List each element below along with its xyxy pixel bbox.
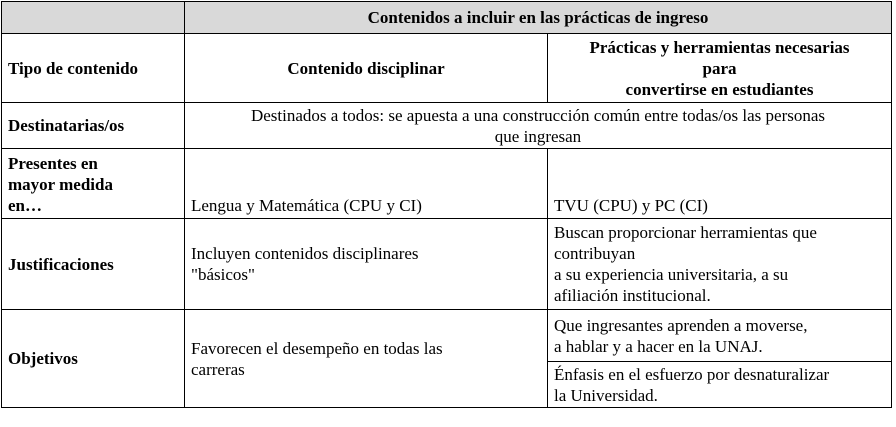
objetivos-practicas-a-line-1: Que ingresantes aprenden a moverse, [554,315,808,335]
label-presentes-line-1: Presentes en [8,154,98,173]
title-corner-cell [2,2,185,34]
header-practicas-line-1: Prácticas y herramientas necesarias [589,37,850,57]
justificaciones-practicas-line-4: afiliación institucional. [554,286,711,305]
header-tipo-text: Tipo de contenido [8,58,139,78]
presentes-practicas-text: TVU (CPU) y PC (CI) [554,196,708,215]
objetivos-disciplinar-line-1: Favorecen el desempeño en todas las [191,338,443,358]
row-objetivos-a [2,310,892,362]
objetivos-practicas-b-line-2: la Universidad. [554,385,658,405]
label-objetivos [2,310,185,408]
row-justificaciones [2,219,892,310]
destinatarios-line-1: Destinados a todos: se apuesta a una construcción común entre todas/os las personas [250,105,826,125]
objetivos-practicas-a-line-2: a hablar y a hacer en la UNAJ. [554,336,763,356]
cell-justificaciones-disciplinar [185,219,548,310]
cell-objetivos-practicas-b [548,362,892,408]
table-title [185,2,892,34]
label-justificaciones-text: Justificaciones [8,254,114,274]
justificaciones-practicas-line-1: Buscan proporcionar herramientas que [554,223,817,242]
label-presentes-line-2: mayor medida [8,175,113,194]
label-objetivos-text: Objetivos [8,349,78,368]
header-tipo [2,34,185,103]
cell-objetivos-disciplinar [185,310,548,408]
presentes-disciplinar-text: Lengua y Matemática (CPU y CI) [191,196,422,215]
cell-presentes-practicas [548,149,892,219]
header-practicas-line-3: convertirse en estudiantes [625,79,814,99]
header-disciplinar [185,34,548,103]
label-presentes [2,149,185,219]
header-practicas-line-2: para [702,58,737,78]
justificaciones-disciplinar-line-1: Incluyen contenidos disciplinares [191,244,419,263]
header-disciplinar-text: Contenido disciplinar [287,58,445,78]
cell-destinatarios [185,103,892,149]
label-presentes-line-3: en… [8,196,42,215]
contents-table [1,1,892,408]
objetivos-practicas-b-line-1: Énfasis en el esfuerzo por desnaturalizar [554,364,830,384]
justificaciones-disciplinar-line-2: "básicos" [191,265,255,284]
header-practicas [548,34,892,103]
label-destinatarios-text: Destinatarias/os [8,116,125,135]
label-destinatarios [2,103,185,149]
row-destinatarios [2,103,892,149]
justificaciones-practicas-line-2: contribuyan [554,244,636,263]
cell-objetivos-practicas-a [548,310,892,362]
label-justificaciones [2,219,185,310]
destinatarios-line-2: que ingresan [494,126,582,146]
row-presentes [2,149,892,219]
cell-presentes-disciplinar [185,149,548,219]
header-row [2,34,892,103]
justificaciones-practicas-line-3: a su experiencia universitaria, a su [554,265,789,284]
cell-justificaciones-practicas [548,219,892,310]
table-title-text: Contenidos a incluir en las prácticas de ingreso [367,8,709,27]
objetivos-disciplinar-line-2: carreras [191,359,245,379]
title-row [2,2,892,34]
